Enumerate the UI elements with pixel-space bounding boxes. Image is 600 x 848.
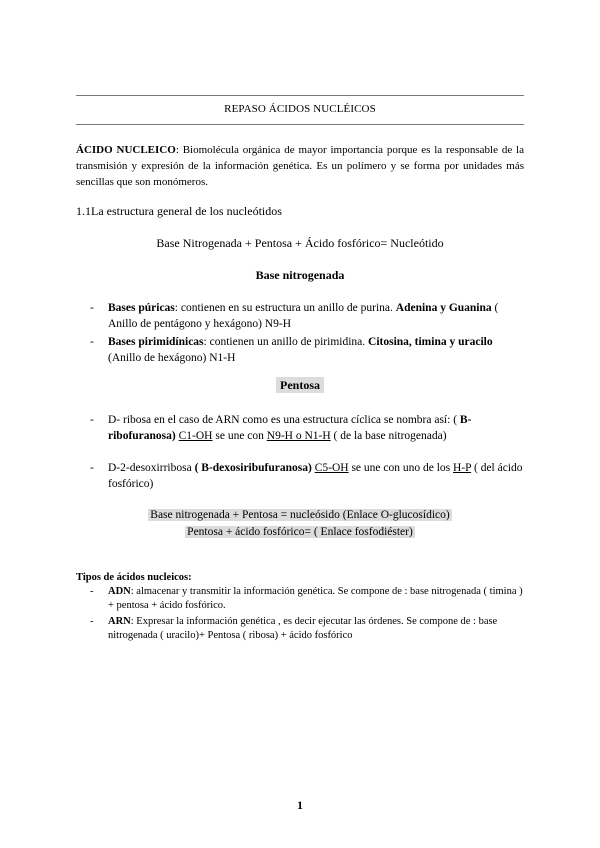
enlace-line-2: Pentosa + ácido fosfórico= ( Enlace fosfodiéster)	[187, 526, 413, 538]
item-underline: H-P	[453, 462, 472, 474]
list-item	[90, 412, 524, 444]
pentosa-list-1	[90, 412, 524, 446]
item-term: Bases pirimidínicas	[108, 336, 204, 348]
item-term: ADN	[108, 586, 131, 597]
tipos-heading: Tipos de ácidos nucleicos:	[76, 572, 192, 583]
section-heading: 1.1La estructura general de los nucleótidos	[76, 204, 282, 218]
intro-paragraph	[76, 142, 524, 190]
list-dash: -	[90, 586, 94, 597]
item-underline: N9-H o N1-H	[266, 430, 331, 442]
item-bold: Adenina y Guanina	[395, 302, 492, 314]
item-text: : contienen un anillo de pirimidina.	[203, 336, 369, 348]
intro-text: : Biomolécula orgánica de mayor importancia porque es la responsable de la transmisión y expresión de la información genética. Es un polímero y se forma por unidades más sencillas que son monómeros.	[76, 144, 524, 188]
list-item	[90, 300, 524, 332]
item-text: ( de la base nitrogenada)	[330, 430, 447, 442]
item-bold: B-ribofuranosa)	[108, 414, 472, 442]
list-dash: -	[90, 462, 94, 474]
item-term: ARN	[108, 616, 131, 627]
pentosa-heading-wrap	[76, 378, 524, 393]
list-dash: -	[90, 336, 94, 348]
enlace-line-2-wrap	[76, 524, 524, 541]
item-text: ( del ácido fosfórico)	[108, 462, 523, 490]
item-underline: C1-OH	[178, 430, 213, 442]
item-tail: (Anillo de hexágono) N1-H	[108, 352, 236, 364]
header-rule-bottom	[76, 124, 524, 125]
tipos-list	[90, 585, 524, 645]
item-underline: C5-OH	[314, 462, 349, 474]
list-dash: -	[90, 616, 94, 627]
enlace-line-1: Base nitrogenada + Pentosa = nucleósido (Enlace O-glucosídico)	[150, 509, 450, 521]
list-dash: -	[90, 414, 94, 426]
list-item	[90, 334, 524, 366]
item-text: D-2-desoxirribosa	[108, 462, 195, 474]
enlace-line-1-wrap	[76, 507, 524, 524]
item-bold: Citosina, timina y uracilo	[368, 336, 493, 348]
item-tail: ( Anillo de pentágono y hexágono) N9-H	[108, 302, 499, 330]
item-text: : Expresar la información genética , es decir ejecutar las órdenes. Se compone de : base nitrogenada ( uracilo)+ Pentosa ( ribosa) + ácido fosfórico	[108, 616, 498, 641]
list-item	[90, 460, 524, 492]
pentosa-heading: Pentosa	[276, 377, 324, 393]
list-item	[90, 615, 524, 643]
header-rule-top	[76, 95, 524, 96]
item-text: D- ribosa en el caso de ARN como es una estructura cíclica se nombra así: (	[108, 414, 460, 426]
base-nitrogenada-heading: Base nitrogenada	[255, 268, 345, 282]
page-title: REPASO ÁCIDOS NUCLÉICOS	[224, 103, 376, 115]
intro-term: ÁCIDO NUCLEICO	[76, 144, 176, 156]
item-text: : contienen en su estructura un anillo de purina.	[174, 302, 396, 314]
list-dash: -	[90, 302, 94, 314]
pentosa-list-2	[90, 460, 524, 494]
item-term: Bases púricas	[108, 302, 175, 314]
bases-list	[90, 300, 524, 368]
item-text: : almacenar y transmitir la información genética. Se compone de : base nitrogenada ( timina ) + pentosa + ácido fosfórico.	[108, 586, 523, 611]
item-text: se une con	[212, 430, 267, 442]
page-number: 1	[297, 798, 303, 812]
item-text: se une con uno de los	[348, 462, 454, 474]
item-bold: ( B-dexosiribufuranosa)	[194, 462, 312, 474]
list-item	[90, 585, 524, 613]
nucleotide-formula: Base Nitrogenada + Pentosa + Ácido fosfórico= Nucleótido	[156, 236, 444, 250]
